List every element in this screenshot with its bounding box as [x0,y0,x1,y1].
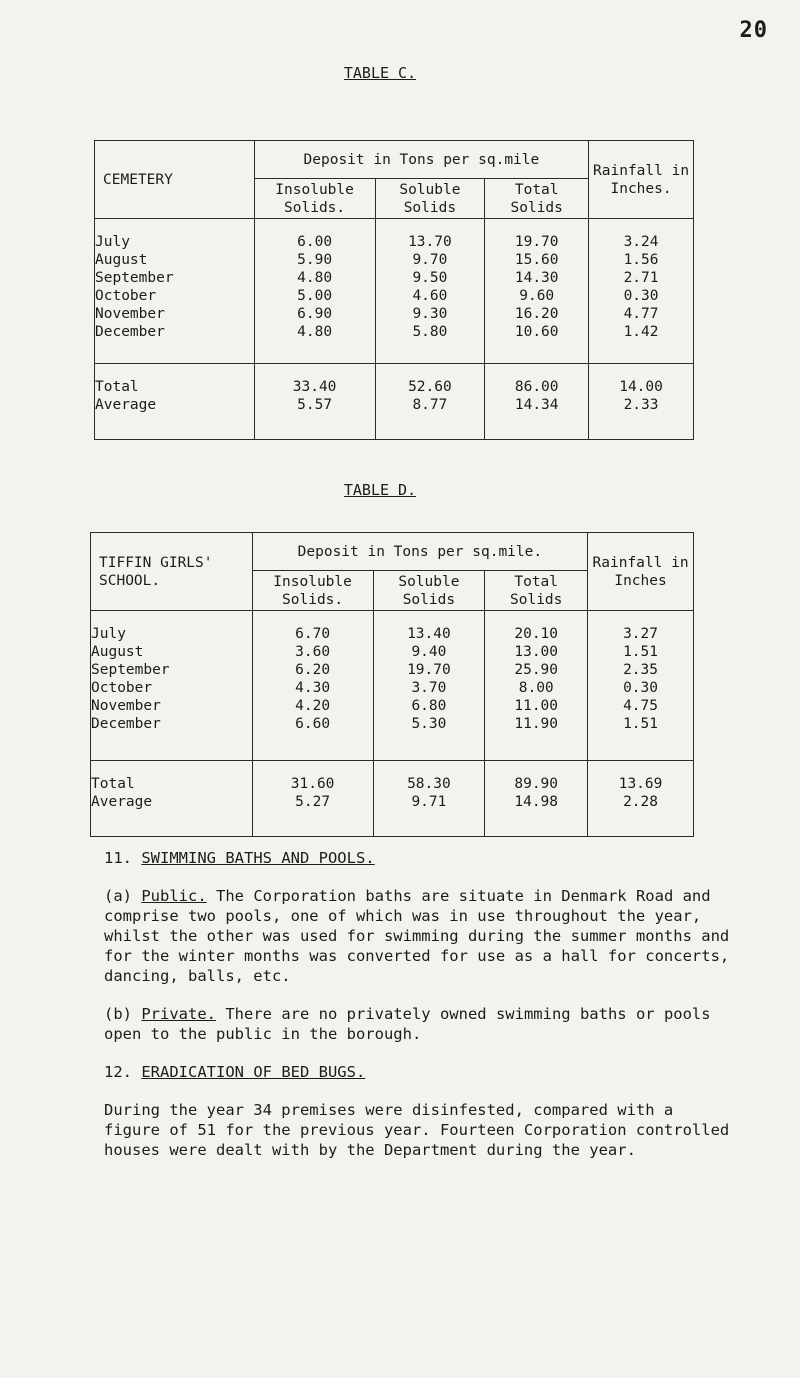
table-d-insoluble-header: Insoluble Solids. [252,571,373,611]
table-c-total-value: 9.60 [519,288,555,304]
table-d-soluble-value: 6.80 [411,698,447,714]
table-c-summary-label: Total [95,379,139,395]
table-d-summary-insoluble [252,761,373,837]
table-d-rainfall-value: 2.35 [623,662,658,678]
table-c-summary-value: 8.77 [412,397,448,413]
table-d-total-value: 8.00 [518,680,554,696]
table-d-soluble-column [373,611,485,761]
table-c-insoluble-value: 4.80 [297,324,333,340]
table-d-soluble-header: Soluble Solids [373,571,485,611]
table-c-summary-labels [95,364,255,440]
table-d-soluble-value: 19.70 [407,662,451,678]
table-d-soluble-value: 3.70 [411,680,447,696]
table-d-summary-label: Total [91,776,135,792]
table-d-rainfall-value: 0.30 [623,680,658,696]
table-d-summary-value: 31.60 [290,776,335,792]
table-c-insoluble-value: 4.80 [297,270,333,286]
table-d-soluble-value: 9.40 [411,644,447,660]
para-b-label: Private. [141,1005,216,1023]
table-d-month-label: September [91,662,170,678]
table-c-month-label: November [95,306,165,322]
table-c-soluble-header: Soluble Solids [375,179,485,219]
table-c-month-label: October [95,288,157,304]
table-c-caption: TABLE C. [343,64,417,82]
table-c-summary-rainfall [589,364,694,440]
table-c-soluble-value: 9.30 [412,306,448,322]
table-c-summary-value: 33.40 [292,379,337,395]
table-d-insoluble-value: 4.30 [295,680,331,696]
para-a-marker: (a) [104,887,132,905]
section-11-number: 11. [104,849,132,867]
table-d-insoluble-value: 6.70 [295,626,331,642]
table-d-summary-value: 58.30 [407,776,451,792]
table-c-soluble-value: 9.50 [412,270,448,286]
table-d-summary-rainfall [588,761,694,837]
table-d-total-column [485,611,588,761]
table-c-soluble-value: 5.80 [412,324,448,340]
table-c-total-value: 15.60 [514,252,559,268]
table-c-rainfall-header: Rainfall in Inches. [589,141,694,219]
table-d-insoluble-column [252,611,373,761]
table-c-rainfall-value: 2.71 [623,270,659,286]
section-12-number: 12. [104,1063,132,1081]
table-c-total-value: 10.60 [514,324,559,340]
table-c-month-label: September [95,270,174,286]
para-a-label: Public. [141,887,207,905]
section-11-title: SWIMMING BATHS AND POOLS. [141,849,375,867]
table-d-insoluble-value: 6.20 [295,662,331,678]
table-c-summary-value: 52.60 [408,379,452,395]
table-d-total-header: Total Solids [485,571,588,611]
para-bed-bugs: During the year 34 premises were disinfested, compared with a figure of 51 for the previous year. Fourteen Corporation controlled houses were dealt with by the Department during the year. [104,1101,730,1159]
table-d-month-label: August [91,644,144,660]
table-c-insoluble-header: Insoluble Solids. [254,179,375,219]
para-private [104,1004,734,1044]
table-d-summary-value: 89.90 [514,776,559,792]
table-c-total-column [485,219,589,364]
table-c-insoluble-column [254,219,375,364]
table-c-summary-total [485,364,589,440]
table-c-summary-value: 86.00 [514,379,559,395]
table-d-month-column [91,611,253,761]
table-c-month-column [95,219,255,364]
table-d-group-header: Deposit in Tons per sq.mile. [252,533,587,571]
table-c [94,140,694,440]
table-c-month-label: December [95,324,165,340]
table-d-rainfall-value: 4.75 [623,698,658,714]
table-d-rainfall-header: Rainfall in Inches [588,533,694,611]
table-d-insoluble-value: 4.20 [295,698,331,714]
section-swimming-baths [104,848,734,1160]
table-d-summary-value: 14.98 [514,794,559,810]
table-c-rainfall-value: 3.24 [623,234,659,250]
table-c-rainfall-value: 0.30 [623,288,659,304]
table-d-summary-value: 9.71 [411,794,447,810]
table-c-month-label: July [95,234,130,250]
table-c-soluble-value: 9.70 [412,252,448,268]
table-d-total-value: 20.10 [514,626,559,642]
table-c-summary-soluble [375,364,485,440]
table-c-total-value: 19.70 [514,234,559,250]
table-d-rainfall-value: 1.51 [623,644,658,660]
table-d-month-label: December [91,716,161,732]
table-c-total-value: 16.20 [514,306,559,322]
section-12-heading [104,1062,734,1082]
table-c-total-value: 14.30 [514,270,559,286]
table-d-caption: TABLE D. [343,481,417,499]
table-d-summary-value: 13.69 [618,776,663,792]
table-c-insoluble-value: 6.00 [297,234,333,250]
table-d [90,532,694,837]
table-d-summary-value: 2.28 [623,794,658,810]
table-c-soluble-column [375,219,485,364]
table-d-rainfall-value: 1.51 [623,716,658,732]
para-b-marker: (b) [104,1005,132,1023]
table-c-rainfall-value: 1.42 [623,324,659,340]
page-number: 20 [739,18,768,43]
table-c-summary-value: 2.33 [623,397,659,413]
table-c-summary-value: 14.00 [619,379,663,395]
table-c-soluble-value: 4.60 [412,288,448,304]
table-d-row-header: TIFFIN GIRLS' SCHOOL. [91,533,253,611]
table-d-total-value: 25.90 [514,662,559,678]
table-d-summary-labels [91,761,253,837]
table-c-total-header: Total Solids [485,179,589,219]
section-11-heading [104,848,734,868]
table-d-soluble-value: 5.30 [411,716,447,732]
table-d-total-value: 11.00 [514,698,559,714]
table-c-rainfall-value: 4.77 [623,306,659,322]
table-d-insoluble-value: 6.60 [295,716,331,732]
table-d-summary-label: Average [91,794,153,810]
table-c-summary-value: 5.57 [297,397,333,413]
table-d-month-label: July [91,626,126,642]
table-d-total-value: 11.90 [514,716,559,732]
table-d-month-label: October [91,680,153,696]
para-public [104,886,734,986]
section-12-title: ERADICATION OF BED BUGS. [141,1063,366,1081]
table-c-rainfall-column [589,219,694,364]
table-d-rainfall-value: 3.27 [623,626,658,642]
table-d-month-label: November [91,698,161,714]
para-b-text: There are no privately owned swimming baths or pools open to the public in the borough. [104,1005,711,1043]
table-c-insoluble-value: 6.90 [297,306,333,322]
table-c-month-label: August [95,252,148,268]
table-c-summary-label: Average [95,397,157,413]
table-c-row-header: CEMETERY [95,141,255,219]
table-c-insoluble-value: 5.90 [297,252,333,268]
table-d-total-value: 13.00 [514,644,559,660]
para-a-text: The Corporation baths are situate in Denmark Road and comprise two pools, one of which was in use throughout the year, whilst the other was used for swimming during the summer months and for the winter months was converted for use as a hall for concerts, dancing, balls, etc. [104,887,730,985]
table-c-summary-value: 14.34 [514,397,559,413]
table-d-insoluble-value: 3.60 [295,644,331,660]
table-d-rainfall-column [588,611,694,761]
table-d-soluble-value: 13.40 [407,626,451,642]
table-c-summary-insoluble [254,364,375,440]
table-c-rainfall-value: 1.56 [623,252,659,268]
table-c-insoluble-value: 5.00 [297,288,333,304]
table-c-soluble-value: 13.70 [408,234,452,250]
table-c-group-header: Deposit in Tons per sq.mile [254,141,588,179]
table-d-summary-soluble [373,761,485,837]
table-d-summary-total [485,761,588,837]
table-d-summary-value: 5.27 [295,794,331,810]
